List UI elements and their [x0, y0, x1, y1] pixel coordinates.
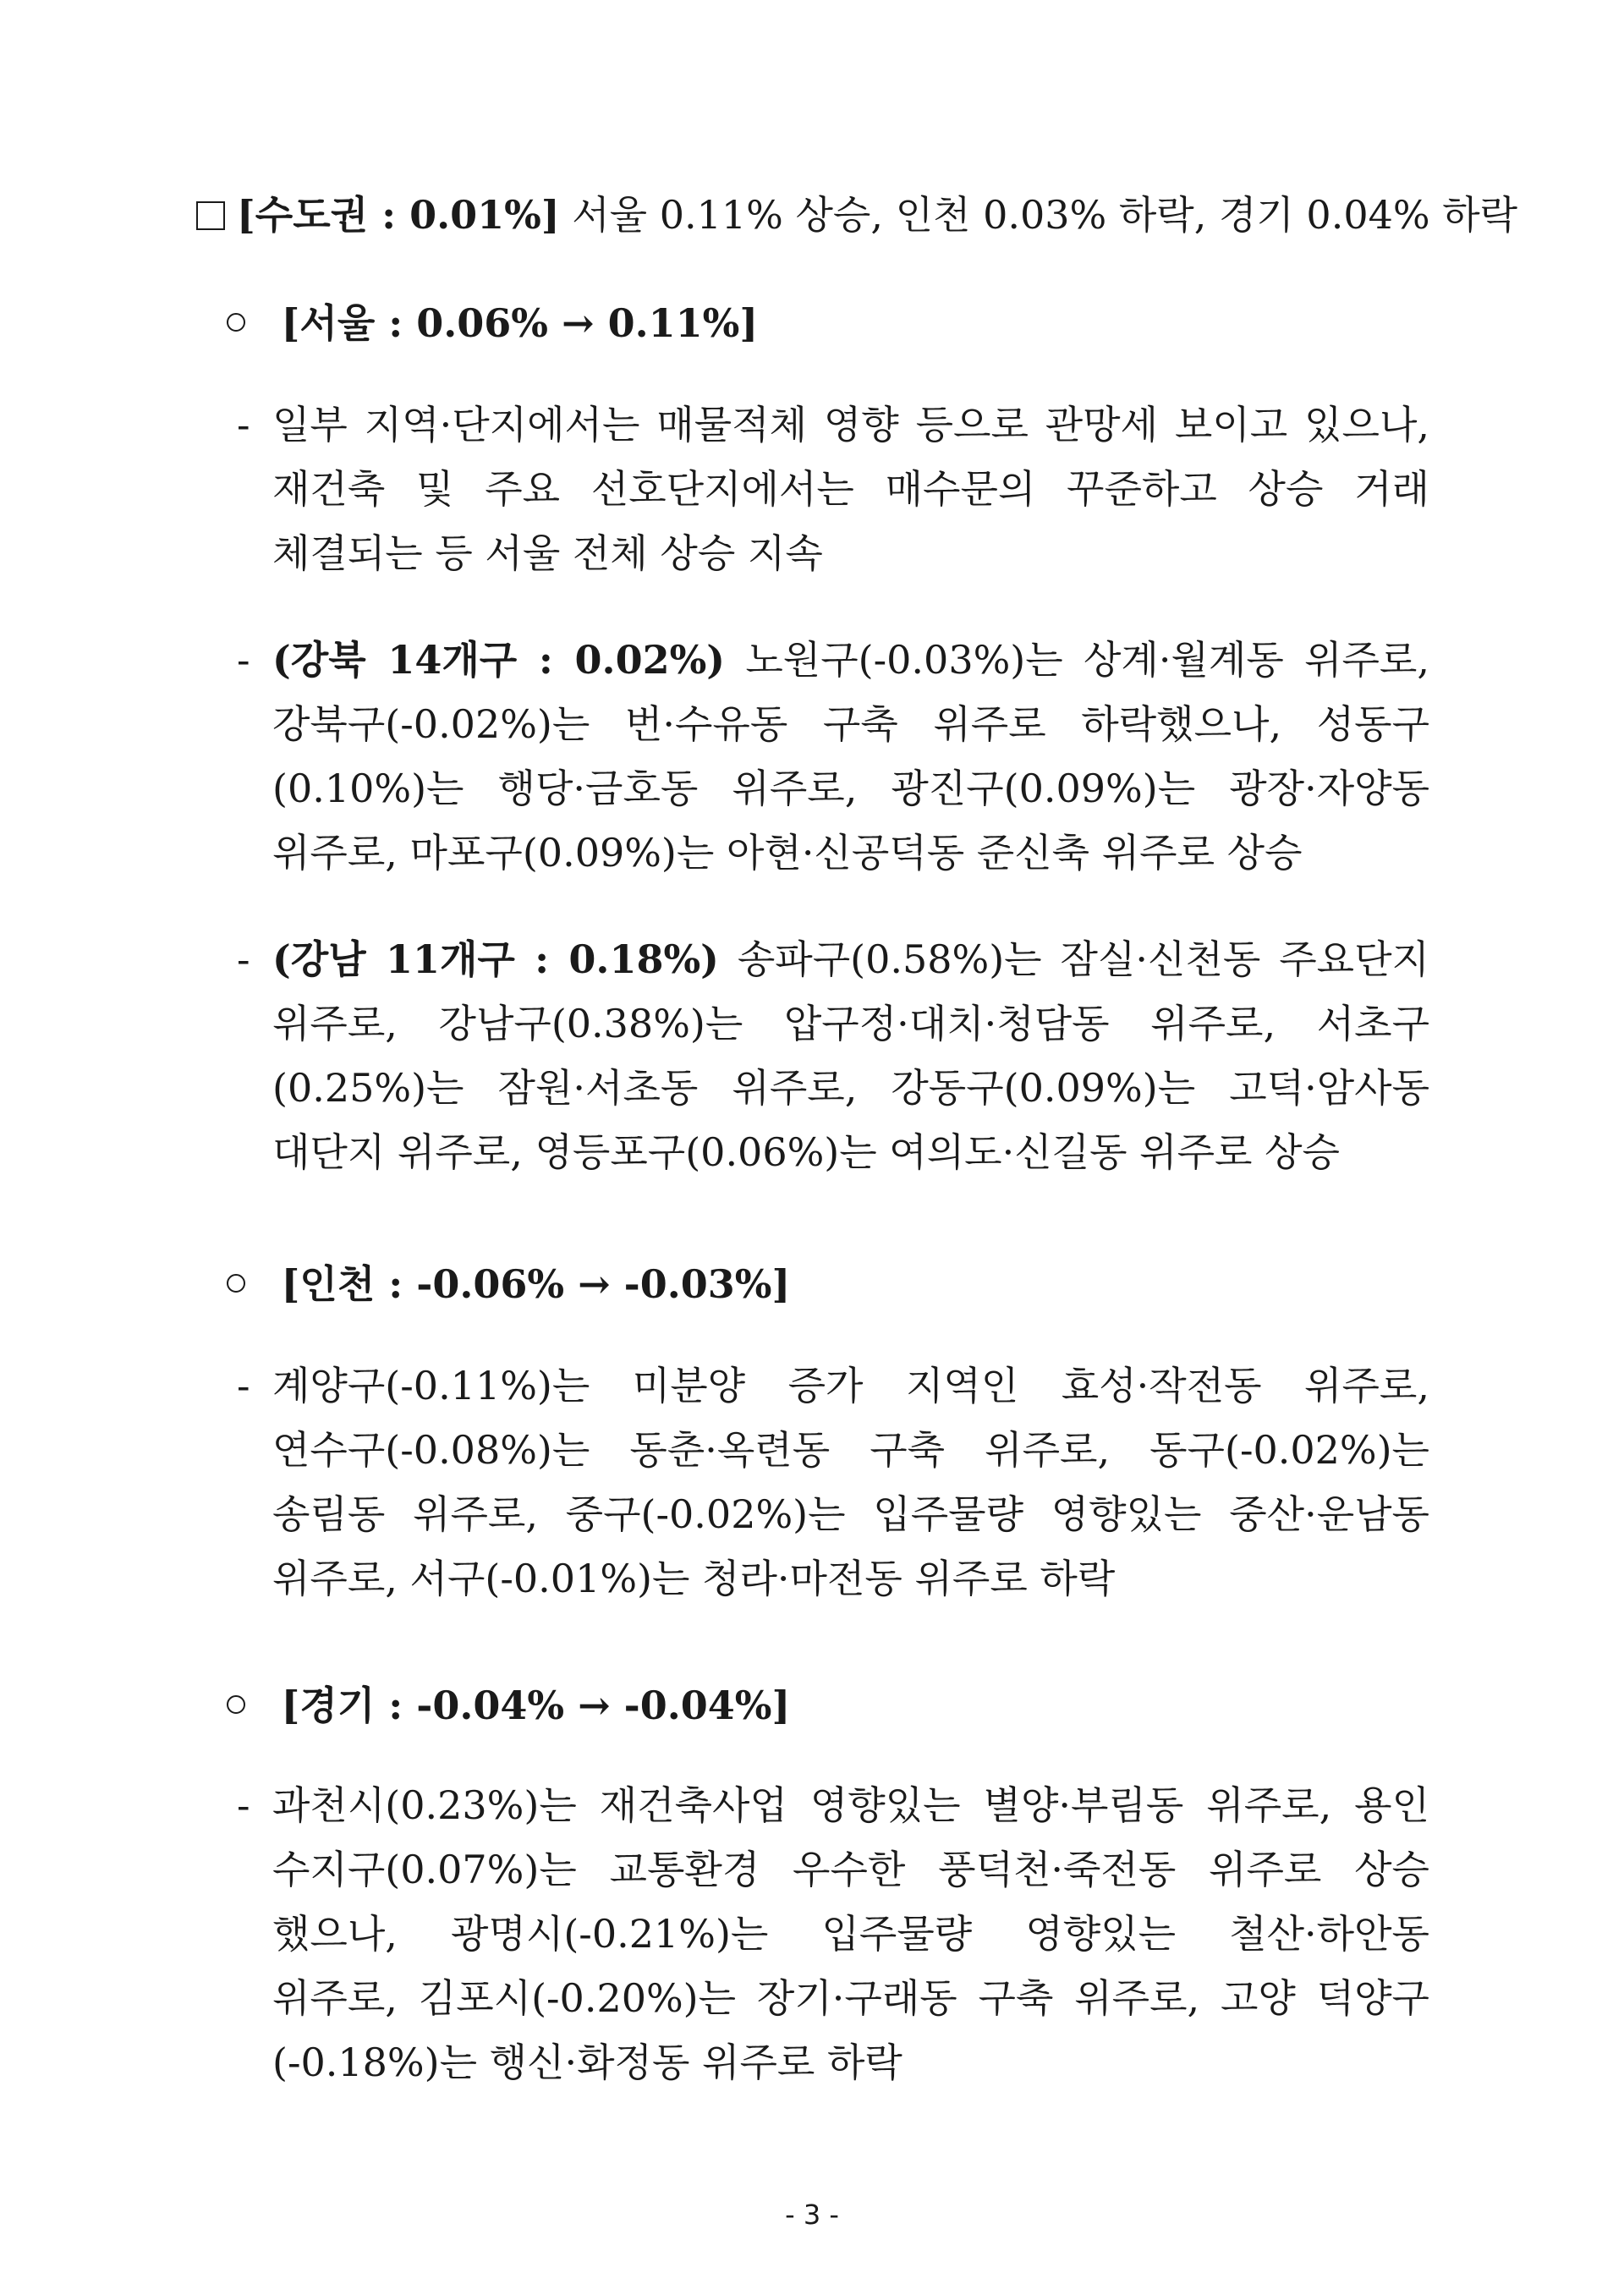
text-line: 일부 지역·단지에서는 매물적체 영향 등으로 관망세 보이고 있으나,: [272, 402, 1429, 447]
text-line: 송림동 위주로, 중구(-0.02%)는 입주물량 영향있는 중산·운남동: [272, 1491, 1429, 1537]
checkbox-square-icon: [196, 201, 225, 230]
text-line: 위주로, 김포시(-0.20%)는 장기·구래동 구축 위주로, 고양 덕양구: [272, 1975, 1429, 2021]
bullet-dash: -: [237, 1782, 250, 1828]
text-line: 재건축 및 주요 선호단지에서는 매수문의 꾸준하고 상승 거래: [272, 466, 1429, 512]
paragraph-line: [272, 1780, 1429, 1831]
text-line: 체결되는 등 서울 전체 상승 지속: [272, 530, 823, 576]
text-line: 위주로, 마포구(0.09%)는 아현·신공덕동 준신축 위주로 상승: [272, 830, 1303, 876]
paragraph-line: [272, 1425, 1429, 1475]
page-number: - 3 -: [785, 2199, 839, 2231]
text-line: 노원구(-0.03%)는 상계·월계동 위주로,: [725, 637, 1429, 683]
item-bold-label: (강남 11개구 : 0.18%): [272, 936, 719, 982]
text-line: (0.25%)는 잠원·서초동 위주로, 강동구(0.09%)는 고덕·암사동: [272, 1065, 1429, 1111]
subsection-title-seoul: [227, 298, 758, 349]
paragraph-line: [272, 1127, 1340, 1178]
bullet-dash: -: [237, 936, 250, 982]
subsection-title: [인천 : -0.06% → -0.03%]: [281, 1261, 791, 1307]
subsection-title-gyeonggi: [227, 1680, 790, 1731]
paragraph-line: [272, 634, 1429, 685]
paragraph-line: [272, 1844, 1429, 1895]
circle-bullet-icon: [227, 313, 245, 332]
paragraph-line: [272, 934, 1429, 985]
text-line: 위주로, 서구(-0.01%)는 청라·마전동 위주로 하락: [272, 1556, 1116, 1601]
paragraph-line: [272, 1973, 1429, 2023]
text-line: 연수구(-0.08%)는 동춘·옥련동 구축 위주로, 동구(-0.02%)는: [272, 1427, 1429, 1473]
paragraph-line: [272, 827, 1303, 878]
text-line: 수지구(0.07%)는 교통환경 우수한 풍덕천·죽전동 위주로 상승: [272, 1847, 1429, 1892]
header-text: 서울 0.11% 상승, 인천 0.03% 하락, 경기 0.04% 하락: [559, 192, 1518, 238]
paragraph-line: [272, 763, 1429, 814]
header-label: [수도권 : 0.01%]: [237, 192, 560, 238]
subsection-title-incheon: [227, 1259, 790, 1309]
text-line: 했으나, 광명시(-0.21%)는 입주물량 영향있는 철산·하안동: [272, 1911, 1429, 1957]
paragraph-line: [272, 399, 1429, 450]
subsection-title: [경기 : -0.04% → -0.04%]: [281, 1683, 791, 1728]
circle-bullet-icon: [227, 1274, 245, 1293]
bullet-dash: -: [237, 402, 250, 447]
text-line: 송파구(0.58%)는 잠실·신천동 주요단지: [718, 936, 1429, 982]
text-line: 계양구(-0.11%)는 미분양 증가 지역인 효성·작전동 위주로,: [272, 1363, 1429, 1408]
paragraph-line: [272, 1360, 1429, 1411]
text-line: (0.10%)는 행당·금호동 위주로, 광진구(0.09%)는 광장·자양동: [272, 766, 1429, 811]
text-line: 강북구(-0.02%)는 번·수유동 구축 위주로 하락했으나, 성동구: [272, 701, 1429, 747]
paragraph-line: [272, 464, 1429, 514]
subsection-title: [서울 : 0.06% → 0.11%]: [281, 300, 759, 346]
paragraph-line: [272, 1489, 1429, 1540]
paragraph-line: [272, 1908, 1429, 1959]
text-line: 대단지 위주로, 영등포구(0.06%)는 여의도·신길동 위주로 상승: [272, 1129, 1340, 1175]
text-line: 위주로, 강남구(0.38%)는 압구정·대치·청담동 위주로, 서초구: [272, 1001, 1429, 1046]
paragraph-line: [272, 2037, 903, 2088]
paragraph-line: [272, 1553, 1115, 1604]
item-bold-label: (강북 14개구 : 0.02%): [272, 637, 726, 683]
paragraph-line: [272, 998, 1429, 1049]
circle-bullet-icon: [227, 1695, 245, 1714]
paragraph-line: [272, 1062, 1429, 1113]
text-line: (-0.18%)는 행신·화정동 위주로 하락: [272, 2040, 903, 2085]
bullet-dash: -: [237, 637, 250, 683]
bullet-dash: -: [237, 1363, 250, 1408]
section-header: [196, 189, 1517, 240]
paragraph-line: [272, 699, 1429, 749]
paragraph-line: [272, 528, 823, 579]
text-line: 과천시(0.23%)는 재건축사업 영향있는 별양·부림동 위주로, 용인: [272, 1782, 1429, 1828]
